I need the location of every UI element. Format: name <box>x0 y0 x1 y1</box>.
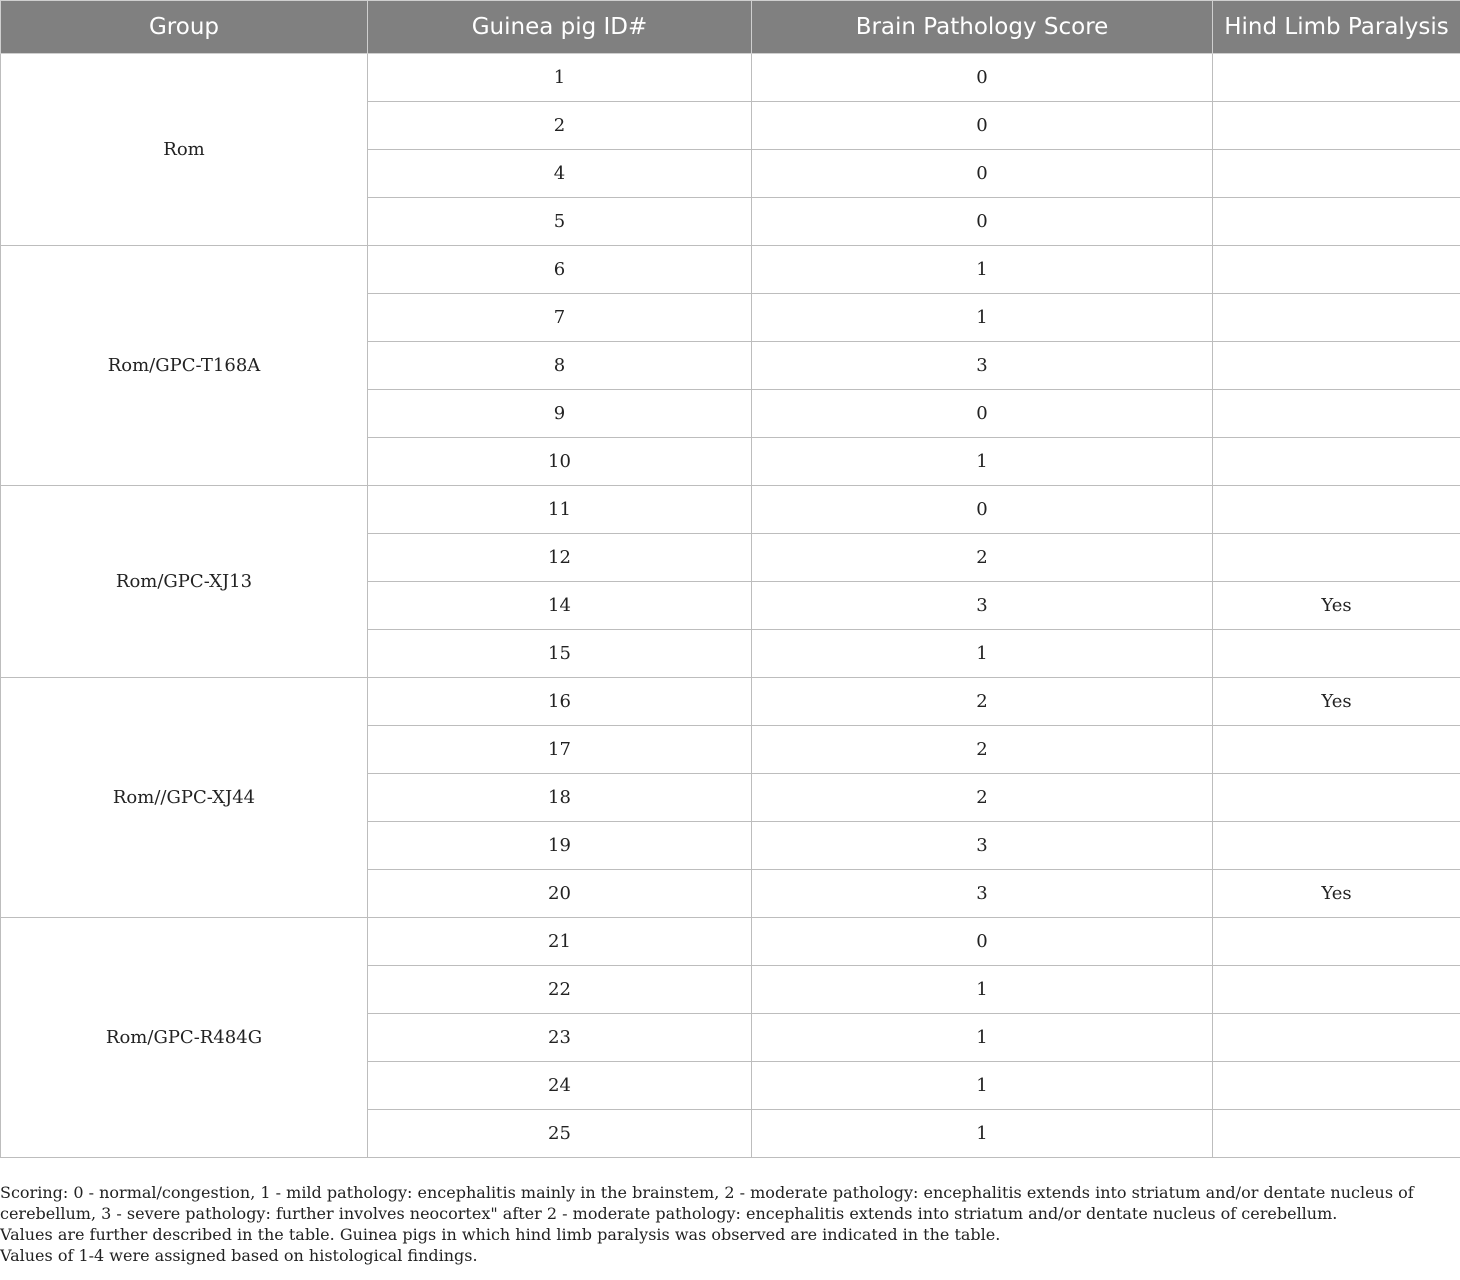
hind-limb-paralysis-cell: Yes <box>1213 582 1460 630</box>
guinea-pig-id-cell: 6 <box>368 246 752 294</box>
guinea-pig-id-cell: 8 <box>368 342 752 390</box>
guinea-pig-id-cell: 14 <box>368 582 752 630</box>
pathology-score-cell: 2 <box>752 774 1213 822</box>
hind-limb-paralysis-cell <box>1213 534 1460 582</box>
table-row <box>1 246 1460 294</box>
guinea-pig-id-cell: 9 <box>368 390 752 438</box>
hind-limb-paralysis-cell <box>1213 822 1460 870</box>
table-body <box>1 54 1460 1158</box>
footnote-values: Values are further described in the table. Guinea pigs in which hind limb paralysis was observed are indicated in the table. <box>0 1225 1001 1244</box>
pathology-score-cell: 1 <box>752 1110 1213 1158</box>
header-row <box>1 1 1460 54</box>
header-hind-limb-paralysis: Hind Limb Paralysis <box>1213 1 1460 54</box>
group-name-cell: Rom <box>1 54 368 246</box>
hind-limb-paralysis-cell <box>1213 294 1460 342</box>
pathology-score-cell: 1 <box>752 1062 1213 1110</box>
pathology-score-cell: 3 <box>752 870 1213 918</box>
guinea-pig-id-cell: 1 <box>368 54 752 102</box>
hind-limb-paralysis-cell <box>1213 630 1460 678</box>
header-group: Group <box>1 1 368 54</box>
hind-limb-paralysis-cell <box>1213 102 1460 150</box>
table-footnotes <box>0 1182 1460 1266</box>
hind-limb-paralysis-cell <box>1213 390 1460 438</box>
header-brain-pathology-score: Brain Pathology Score <box>752 1 1213 54</box>
guinea-pig-id-cell: 23 <box>368 1014 752 1062</box>
guinea-pig-id-cell: 20 <box>368 870 752 918</box>
hind-limb-paralysis-cell <box>1213 726 1460 774</box>
group-name-cell: Rom/GPC-R484G <box>1 918 368 1158</box>
pathology-score-cell: 1 <box>752 966 1213 1014</box>
guinea-pig-id-cell: 22 <box>368 966 752 1014</box>
group-name-cell: Rom/GPC-XJ13 <box>1 486 368 678</box>
hind-limb-paralysis-cell <box>1213 342 1460 390</box>
hind-limb-paralysis-cell <box>1213 966 1460 1014</box>
guinea-pig-id-cell: 12 <box>368 534 752 582</box>
pathology-score-cell: 0 <box>752 198 1213 246</box>
pathology-score-cell: 2 <box>752 726 1213 774</box>
pathology-score-cell: 3 <box>752 822 1213 870</box>
hind-limb-paralysis-cell <box>1213 54 1460 102</box>
guinea-pig-id-cell: 16 <box>368 678 752 726</box>
table-row <box>1 678 1460 726</box>
pathology-score-cell: 0 <box>752 102 1213 150</box>
hind-limb-paralysis-cell <box>1213 1110 1460 1158</box>
hind-limb-paralysis-cell <box>1213 1014 1460 1062</box>
pathology-score-cell: 0 <box>752 918 1213 966</box>
pathology-score-cell: 1 <box>752 294 1213 342</box>
group-name-cell: Rom/GPC-T168A <box>1 246 368 486</box>
group-name-cell: Rom//GPC-XJ44 <box>1 678 368 918</box>
hind-limb-paralysis-cell: Yes <box>1213 870 1460 918</box>
table-row <box>1 486 1460 534</box>
table-row <box>1 918 1460 966</box>
guinea-pig-id-cell: 18 <box>368 774 752 822</box>
hind-limb-paralysis-cell <box>1213 774 1460 822</box>
hind-limb-paralysis-cell <box>1213 918 1460 966</box>
table-row <box>1 54 1460 102</box>
hind-limb-paralysis-cell <box>1213 198 1460 246</box>
pathology-score-cell: 2 <box>752 678 1213 726</box>
hind-limb-paralysis-cell <box>1213 246 1460 294</box>
pathology-score-cell: 3 <box>752 342 1213 390</box>
pathology-score-cell: 1 <box>752 246 1213 294</box>
pathology-score-cell: 0 <box>752 54 1213 102</box>
pathology-score-cell: 1 <box>752 438 1213 486</box>
pathology-score-cell: 1 <box>752 1014 1213 1062</box>
pathology-score-cell: 2 <box>752 534 1213 582</box>
guinea-pig-id-cell: 21 <box>368 918 752 966</box>
pathology-score-cell: 0 <box>752 150 1213 198</box>
hind-limb-paralysis-cell <box>1213 486 1460 534</box>
guinea-pig-id-cell: 17 <box>368 726 752 774</box>
guinea-pig-id-cell: 15 <box>368 630 752 678</box>
footnote-histology: Values of 1-4 were assigned based on histological findings. <box>0 1246 478 1265</box>
pathology-score-cell: 1 <box>752 630 1213 678</box>
pathology-score-cell: 3 <box>752 582 1213 630</box>
header-guinea-pig-id: Guinea pig ID# <box>368 1 752 54</box>
hind-limb-paralysis-cell <box>1213 1062 1460 1110</box>
guinea-pig-id-cell: 4 <box>368 150 752 198</box>
guinea-pig-id-cell: 19 <box>368 822 752 870</box>
guinea-pig-id-cell: 7 <box>368 294 752 342</box>
guinea-pig-id-cell: 2 <box>368 102 752 150</box>
guinea-pig-id-cell: 24 <box>368 1062 752 1110</box>
guinea-pig-id-cell: 5 <box>368 198 752 246</box>
hind-limb-paralysis-cell <box>1213 150 1460 198</box>
hind-limb-paralysis-cell: Yes <box>1213 678 1460 726</box>
pathology-score-cell: 0 <box>752 486 1213 534</box>
guinea-pig-id-cell: 25 <box>368 1110 752 1158</box>
pathology-score-cell: 0 <box>752 390 1213 438</box>
footnote-scoring: Scoring: 0 - normal/congestion, 1 - mild pathology: encephalitis mainly in the brainstem, 2 - moderate pathology: encephalitis extends into striatum and/or dentate nucleus of cerebellum, 3 - severe pathology: further involves neocortex" after 2 - moderate pathology: encephalitis extends into striatum and/or dentate nucleus of cerebellum. <box>0 1183 1414 1223</box>
guinea-pig-id-cell: 10 <box>368 438 752 486</box>
guinea-pig-id-cell: 11 <box>368 486 752 534</box>
hind-limb-paralysis-cell <box>1213 438 1460 486</box>
